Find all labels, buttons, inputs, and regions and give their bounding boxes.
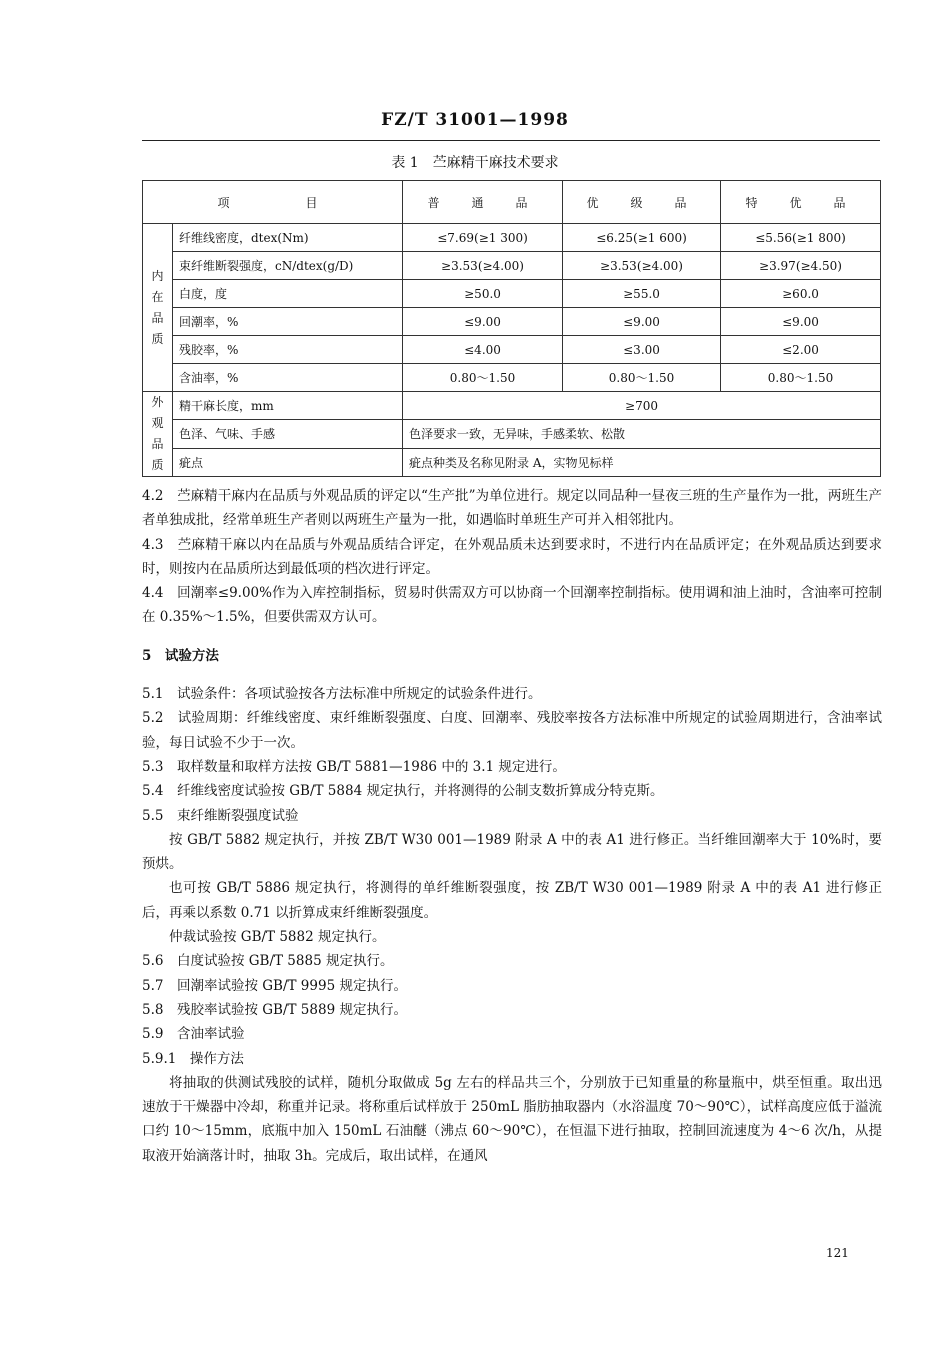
column-header-superior: 优 级 品 xyxy=(563,181,721,224)
table-header-row xyxy=(143,181,881,224)
cell-premium: ≥60.0 xyxy=(721,280,881,308)
clause-5-9: 5.9 含油率试验 xyxy=(142,1026,245,1043)
page-number: 121 xyxy=(826,1246,849,1260)
cell-merged: 疵点种类及名称见附录 A，实物见标样 xyxy=(403,448,881,476)
body-text xyxy=(142,484,882,1168)
group-text-intrinsic: 内在品质 xyxy=(151,268,164,346)
table-row xyxy=(143,280,881,308)
section-5-heading: 5 试验方法 xyxy=(142,647,219,664)
cell-merged: ≥700 xyxy=(403,392,881,420)
cell-premium: ≥3.97(≥4.50) xyxy=(721,252,881,280)
cell-standard: ≤4.00 xyxy=(403,336,563,364)
clause-5-5-para-1: 按 GB/T 5882 规定执行，并按 ZB/T W30 001—1989 附录 A 中的表 A1 进行修正。当纤维回潮率大于 10%时，要预烘。 xyxy=(142,831,882,873)
column-header-standard: 普 通 品 xyxy=(403,181,563,224)
cell-premium: ≤5.56(≥1 800) xyxy=(721,224,881,252)
group-text-appearance: 外观品质 xyxy=(151,395,164,472)
cell-standard: ≤7.69(≥1 300) xyxy=(403,224,563,252)
standard-code-header: FZ/T 31001—1998 xyxy=(381,110,569,130)
cell-merged: 色泽要求一致，无异味，手感柔软、松散 xyxy=(403,420,881,448)
header-rule xyxy=(142,140,880,141)
clause-5-3: 5.3 取样数量和取样方法按 GB/T 5881—1986 中的 3.1 规定进行。 xyxy=(142,758,566,775)
cell-superior: ≥55.0 xyxy=(563,280,721,308)
clause-5-6: 5.6 白度试验按 GB/T 5885 规定执行。 xyxy=(142,953,394,970)
group-label-intrinsic xyxy=(143,224,173,392)
clause-5-9-1-para: 将抽取的供测试残胶的试样，随机分取做成 5g 左右的样品共三个，分别放于已知重量的称量瓶中，烘至恒重。取出迅速放于干燥器中冷却，称重并记录。将称重后试样放于 250mL 脂肪抽取器内（水浴温度 70～90℃），试样高度应低于溢流口约 10～15mm，底瓶中加入 150mL 石油醚（沸点 60～90℃），在恒温下进行抽取，控制回流速度为 4～6 次/h，从提取液开始滴落计时，抽取 3h。完成后，取出试样，在通风 xyxy=(142,1074,882,1164)
row-item: 白度，度 xyxy=(173,280,403,308)
clause-5-4: 5.4 纤维线密度试验按 GB/T 5884 规定执行，并将测得的公制支数折算成分特克斯。 xyxy=(142,783,664,800)
cell-premium: ≤9.00 xyxy=(721,308,881,336)
clause-5-5-para-2: 也可按 GB/T 5886 规定执行，将测得的单纤维断裂强度，按 ZB/T W30 001—1989 附录 A 中的表 A1 进行修正后，再乘以系数 0.71 以折算成束纤维断裂强度。 xyxy=(142,880,882,921)
cell-standard: ≥3.53(≥4.00) xyxy=(403,252,563,280)
cell-standard: 0.80～1.50 xyxy=(403,364,563,392)
table-row xyxy=(143,448,881,476)
clause-5-5: 5.5 束纤维断裂强度试验 xyxy=(142,807,299,824)
cell-superior: 0.80～1.50 xyxy=(563,364,721,392)
clause-5-2: 5.2 试验周期：纤维线密度、束纤维断裂强度、白度、回潮率、残胶率按各方法标准中所规定的试验周期进行，含油率试验，每日试验不少于一次。 xyxy=(142,710,882,751)
column-header-premium: 特 优 品 xyxy=(721,181,881,224)
cell-superior: ≤3.00 xyxy=(563,336,721,364)
clause-5-9-1: 5.9.1 操作方法 xyxy=(142,1050,244,1067)
cell-standard: ≥50.0 xyxy=(403,280,563,308)
row-item: 纤维线密度，dtex(Nm) xyxy=(173,224,403,252)
table-row xyxy=(143,364,881,392)
row-item: 含油率，% xyxy=(173,364,403,392)
cell-superior: ≤6.25(≥1 600) xyxy=(563,224,721,252)
cell-superior: ≥3.53(≥4.00) xyxy=(563,252,721,280)
row-item: 残胶率，% xyxy=(173,336,403,364)
clause-5-7: 5.7 回潮率试验按 GB/T 9995 规定执行。 xyxy=(142,977,407,994)
table-row xyxy=(143,392,881,420)
table-row xyxy=(143,336,881,364)
clause-4-2: 4.2 苎麻精干麻内在品质与外观品质的评定以“生产批”为单位进行。规定以同品种一昼夜三班的生产量作为一批，两班生产者单独成批，经常单班生产者则以两班生产量为一批，如遇临时单班生产可并入相邻批内。 xyxy=(142,488,882,529)
clause-5-8: 5.8 残胶率试验按 GB/T 5889 规定执行。 xyxy=(142,1001,407,1018)
cell-superior: ≤9.00 xyxy=(563,308,721,336)
clause-5-5-para-3: 仲裁试验按 GB/T 5882 规定执行。 xyxy=(169,929,386,946)
table-caption: 表 1 苎麻精干麻技术要求 xyxy=(391,155,559,171)
table-row xyxy=(143,224,881,252)
clause-4-4: 4.4 回潮率≤9.00%作为入库控制指标，贸易时供需双方可以协商一个回潮率控制指标。使用调和油上油时，含油率可控制在 0.35%～1.5%，但要供需双方认可。 xyxy=(142,585,882,626)
column-header-item: 项 目 xyxy=(143,181,403,224)
table-row xyxy=(143,420,881,448)
clause-5-1: 5.1 试验条件：各项试验按各方法标准中所规定的试验条件进行。 xyxy=(142,686,542,703)
row-item: 精干麻长度，mm xyxy=(173,392,403,420)
group-label-appearance xyxy=(143,392,173,477)
row-item: 回潮率，% xyxy=(173,308,403,336)
table-row xyxy=(143,308,881,336)
cell-premium: ≤2.00 xyxy=(721,336,881,364)
technical-requirements-table xyxy=(142,180,881,477)
row-item: 疵点 xyxy=(173,448,403,476)
row-item: 色泽、气味、手感 xyxy=(173,420,403,448)
row-item: 束纤维断裂强度，cN/dtex(g/D) xyxy=(173,252,403,280)
cell-standard: ≤9.00 xyxy=(403,308,563,336)
table-row xyxy=(143,252,881,280)
cell-premium: 0.80～1.50 xyxy=(721,364,881,392)
clause-4-3: 4.3 苎麻精干麻以内在品质与外观品质结合评定，在外观品质未达到要求时，不进行内在品质评定；在外观品质达到要求时，则按内在品质所达到最低项的档次进行评定。 xyxy=(142,536,882,577)
